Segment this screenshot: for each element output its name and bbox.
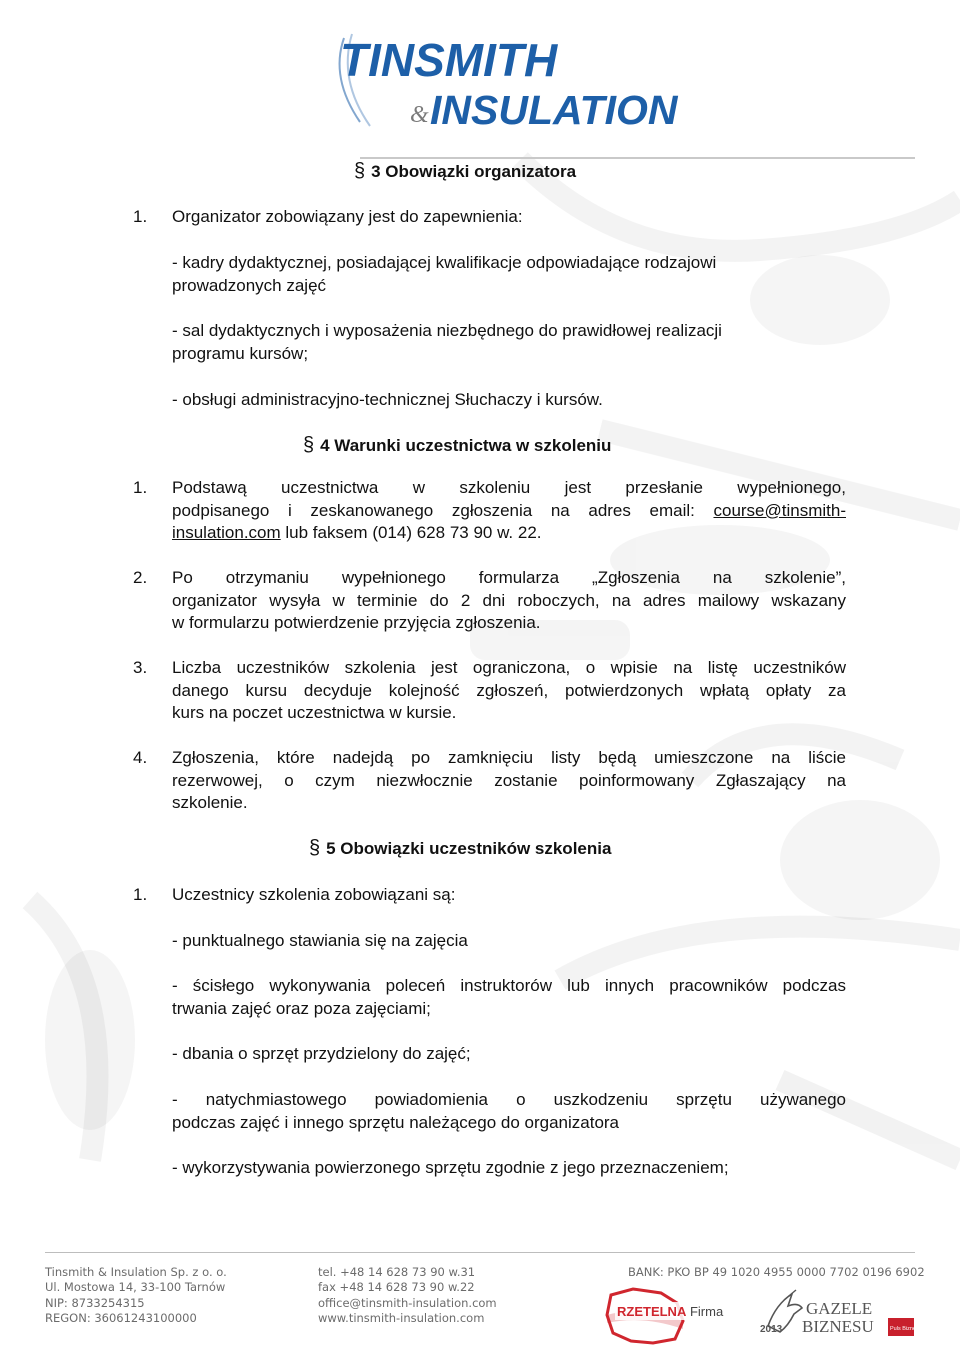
list-item: Organizator zobowiązany jest do zapewnienia:: [172, 207, 523, 226]
header-divider: [360, 157, 915, 159]
list-number: 4.: [133, 748, 148, 767]
puls-biznesu-logo: Puls Biznesu: [890, 1326, 922, 1332]
list-item: - wykorzystywania powierzonego sprzętu zgodnie z jego przeznaczeniem;: [172, 1158, 729, 1177]
rzetelna-firma-badge: [603, 1285, 728, 1347]
footer-divider: [45, 1252, 915, 1253]
section-symbol: §: [309, 837, 321, 859]
logo-line2: INSULATION: [430, 87, 678, 133]
list-item: - punktualnego stawiania się na zajęcia: [172, 931, 468, 950]
svg-text:RZETELNA Firma: RZETELNA Firma: [617, 1304, 724, 1319]
gazele-biznesu-badge: [758, 1286, 922, 1348]
company-name: Tinsmith & Insulation Sp. z o. o.: [45, 1265, 227, 1279]
email-link[interactable]: insulation.com: [172, 523, 281, 543]
footer-contact-info: [318, 1265, 497, 1327]
fax: fax +48 14 628 73 90 w.22: [318, 1280, 475, 1295]
logo-ampersand: &: [410, 102, 429, 128]
list-item: - kadry dydaktycznej, posiadającej kwalifikacje odpowiadające rodzajowi prowadzonych zajęć: [172, 253, 717, 295]
logo-line1: TINSMITH: [340, 34, 558, 86]
section-symbol: §: [354, 160, 366, 182]
company-address: Ul. Mostowa 14, 33-100 Tarnów: [45, 1280, 226, 1295]
list-number: 1.: [133, 478, 148, 497]
list-number: 1.: [133, 207, 148, 226]
company-regon: REGON: 36061243100000: [45, 1311, 197, 1326]
list-item: - obsługi administracyjno-technicznej Słuchaczy i kursów.: [172, 390, 603, 409]
footer-company-info: [45, 1265, 227, 1327]
company-logo: [330, 28, 678, 138]
company-nip: NIP: 8733254315: [45, 1295, 145, 1310]
footer-website-link[interactable]: www.tinsmith-insulation.com: [318, 1311, 485, 1326]
list-item: - natychmiastowego powiadomienia o uszkodzeniu sprzętu używanego podczas zajęć i innego sprzętu należącego do organizatora: [172, 1090, 846, 1132]
list-item: Uczestnicy szkolenia zobowiązani są:: [172, 885, 456, 904]
gazele-year: 2013: [760, 1324, 783, 1335]
list-number: 1.: [133, 885, 148, 904]
email-link[interactable]: course@tinsmith-: [713, 500, 846, 520]
section-3-heading: § 3 Obowiązki organizatora: [354, 160, 577, 182]
section-4-heading: § 4 Warunki uczestnictwa w szkoleniu: [303, 434, 612, 456]
list-item: - sal dydaktycznych i wyposażenia niezbędnego do prawidłowej realizacji programu kursów;: [172, 321, 722, 363]
section-symbol: §: [303, 434, 315, 456]
gazele-title: GAZELE: [806, 1299, 873, 1318]
phone: tel. +48 14 628 73 90 w.31: [318, 1265, 476, 1279]
gazele-subtitle: BIZNESU: [802, 1317, 874, 1336]
list-item: Zgłoszenia, które nadejdą po zamknięciu listy będą umieszczone na liście rezerwowej, o czym niezwłocznie zostanie poinformowany Zgłaszający na szkolenie.: [172, 748, 846, 813]
list-item: Podstawą uczestnictwa w szkoleniu jest przesłanie wypełnionego, podpisanego i zeskanowanego zgłoszenia na adres email: course@tinsmith- insulation.com lub faksem (014) 628 73 90 w. 22.: [172, 478, 846, 543]
list-item: Po otrzymaniu wypełnionego formularza „Zgłoszenia na szkolenie”, organizator wysyła w terminie do 2 dni roboczych, na adres mailowy wskazany w formularzu potwierdzenie przyjęcia zgłoszenia.: [172, 568, 846, 633]
list-item: Liczba uczestników szkolenia jest ograniczona, o wpisie na listę uczestników danego kursu decyduje kolejność zgłoszeń, potwierdzonych wpłatą opłaty za kurs na poczet uczestnictwa w kursie.: [172, 658, 846, 723]
list-number: 2.: [133, 568, 148, 587]
list-item: - ścisłego wykonywania poleceń instruktorów lub innych pracowników podczas trwania zajęć oraz poza zajęciami;: [172, 976, 846, 1018]
bank-account: BANK: PKO BP 49 1020 4955 0000 7702 0196 6902: [628, 1265, 925, 1279]
section-5-heading: § 5 Obowiązki uczestników szkolenia: [309, 837, 612, 859]
list-number: 3.: [133, 658, 148, 677]
rzetelna-text: RZETELNA: [617, 1304, 687, 1319]
footer-email-link[interactable]: office@tinsmith-insulation.com: [318, 1295, 497, 1310]
list-item: - dbania o sprzęt przydzielony do zajęć;: [172, 1044, 471, 1063]
